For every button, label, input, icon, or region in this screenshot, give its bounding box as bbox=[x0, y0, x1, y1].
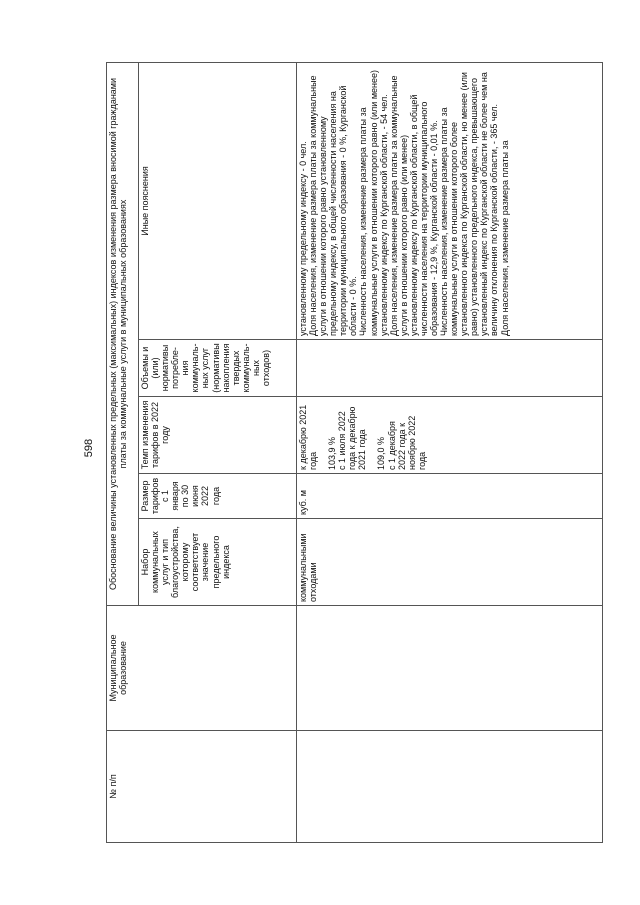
tariff-rate-line: с 1 декабря 2022 года к ноябрю 2022 года bbox=[386, 415, 427, 470]
table-row bbox=[297, 62, 603, 842]
cell-service-set: коммунальными отходами bbox=[297, 519, 603, 606]
tariff-rate-line: с 1 июля 2022 года к декабрю 2021 года bbox=[337, 406, 368, 470]
cell-notes bbox=[297, 62, 603, 339]
header-num: № п/п bbox=[107, 731, 297, 843]
header-tariff-rate: Темп изменения тарифов в 2022 году bbox=[139, 397, 297, 474]
tariff-rate-spacer bbox=[367, 400, 376, 470]
table-title: Обоснование величины установленных предельных (максимальных) индексов изменения размера вносимой гражданами платы за коммунальные услуги в муниципальных образованиях bbox=[107, 62, 139, 605]
header-service-set: Набор коммунальных услуг и тип благоустройства, которому соответствует значение предельного индекса bbox=[139, 519, 297, 606]
cell-municipality bbox=[297, 606, 603, 731]
notes-paragraph: Доля населения, изменение размера платы за коммунальные услуги в отношении которого равно установленному предельному индексу, в общей численности населения на территории муниципального образования - 0 %, Курганской области - 0 %. bbox=[308, 75, 359, 336]
tariff-rate-line: 103,9 % bbox=[327, 436, 338, 470]
header-notes: Иные пояснения bbox=[139, 62, 297, 339]
tariff-rate-line: к декабрю 2021 года bbox=[298, 404, 319, 470]
cell-num bbox=[297, 731, 603, 843]
notes-paragraph: Численность населения, изменение размера платы за коммунальные услуги в отношении которого более установленного индекса по Курганской области, но менее (или равно) установленного предельного индекса, превышающего установленный индекс по Курганской области не более чем на величину отклонения по Курганской области, - 365 чел. bbox=[439, 72, 500, 336]
header-municipality: Муниципальное образование bbox=[107, 606, 297, 731]
notes-paragraph: Численность населения, изменение размера платы за коммунальные услуги в отношении которого равно (или менее) установленному индексу по Курганской области, - 54 чел. bbox=[358, 70, 389, 336]
tariff-rate-line: 109,0 % bbox=[376, 436, 387, 470]
cell-volumes bbox=[297, 340, 603, 397]
header-tariff-size: Размер тарифов с 1 января по 30 июня 2022 года bbox=[139, 474, 297, 519]
cell-tariff-rate bbox=[297, 397, 603, 474]
notes-paragraph: Доля населения, изменение размера платы за bbox=[499, 140, 510, 336]
header-volumes: Объемы и (или) нормативы потребле-ния коммуналь-ных услуг (нормативы накопления твердых коммуналь-ных отходов) bbox=[139, 340, 297, 397]
rotated-table-container bbox=[106, 63, 606, 843]
tariff-rate-spacer bbox=[318, 400, 327, 470]
cell-tariff-size: куб. м bbox=[297, 474, 603, 519]
notes-paragraph: установленному предельному индексу - 0 чел. bbox=[298, 141, 308, 336]
notes-paragraph: Доля населения, изменение размера платы за коммунальные услуги в отношении которого равно (или менее) установленному индексу по Курганской области, в общей численности населения на территории муниципального образования - 12,9 %, Курганской области - 0,01 %. bbox=[388, 75, 440, 336]
tariff-justification-table bbox=[106, 62, 603, 843]
page-number: 598 bbox=[83, 438, 95, 458]
